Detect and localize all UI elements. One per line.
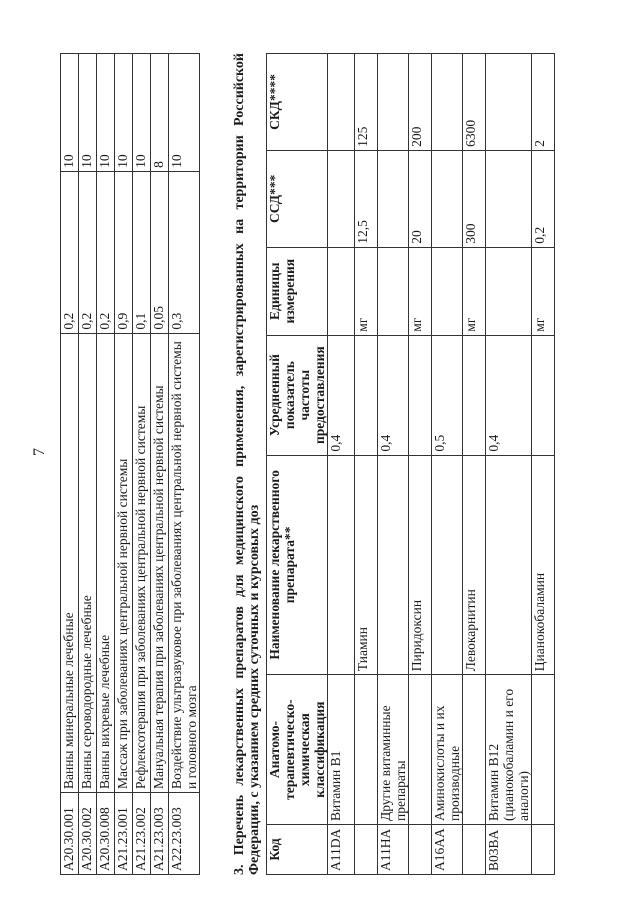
service-frequency: 0,2 xyxy=(61,171,79,333)
drug-unit: мг xyxy=(532,247,555,335)
service-code: A21.23.001 xyxy=(115,793,133,875)
service-code: A20.30.008 xyxy=(97,793,115,875)
drug-group-row xyxy=(486,54,532,875)
service-row xyxy=(79,54,97,875)
service-code: A20.30.002 xyxy=(79,793,97,875)
drug-group-row xyxy=(328,54,355,875)
drug-row xyxy=(532,54,555,875)
drug-frequency: 0,4 xyxy=(486,335,532,455)
service-frequency: 0,05 xyxy=(151,171,169,333)
drug-ssd: 20 xyxy=(409,150,432,247)
drug-frequency xyxy=(409,335,432,455)
drug-skd xyxy=(378,54,409,151)
drug-frequency: 0,4 xyxy=(328,335,355,455)
drug-unit xyxy=(328,247,355,335)
drug-unit: мг xyxy=(355,247,378,335)
service-count: 10 xyxy=(133,54,151,172)
drug-ssd xyxy=(432,150,463,247)
drug-name: Тиамин xyxy=(355,455,378,675)
drug-row xyxy=(355,54,378,875)
service-count: 10 xyxy=(79,54,97,172)
service-row xyxy=(61,54,79,875)
rotated-page-content xyxy=(60,45,580,875)
drugs-table xyxy=(266,53,555,875)
drug-name xyxy=(328,455,355,675)
services-table-body xyxy=(61,54,200,875)
drug-frequency xyxy=(355,335,378,455)
drug-atc-class: Витамин В12 (цианокобаламин и его аналоги) xyxy=(486,675,532,825)
drug-atc-class: Аминокислоты и их производные xyxy=(432,675,463,825)
service-name: Ванны вихревые лечебные xyxy=(97,333,115,792)
drug-unit xyxy=(378,247,409,335)
service-row xyxy=(133,54,151,875)
drug-unit: мг xyxy=(463,247,486,335)
service-frequency: 0,9 xyxy=(115,171,133,333)
drug-skd xyxy=(432,54,463,151)
section-heading: 3. Перечень лекарственных препаратов для медицинского применения, зарегистрированных на территории Российской Федерации, с указанием средних суточных и курсовых доз xyxy=(232,53,262,875)
drug-frequency: 0,5 xyxy=(432,335,463,455)
service-name: Ванны сероводородные лечебные xyxy=(79,333,97,792)
header-skd: СКД**** xyxy=(267,54,328,151)
service-count: 10 xyxy=(169,54,200,172)
service-name: Воздействие ультразвуковое при заболеваниях центральной нервной системы и головного мозга xyxy=(169,333,200,792)
service-count: 10 xyxy=(61,54,79,172)
drug-ssd: 300 xyxy=(463,150,486,247)
header-drug-name: Наименование лекарственного препарата** xyxy=(267,455,328,675)
drug-skd: 200 xyxy=(409,54,432,151)
drug-ssd: 12,5 xyxy=(355,150,378,247)
service-code: A21.23.003 xyxy=(151,793,169,875)
drug-atc-class xyxy=(409,675,432,825)
service-name: Ванны минеральные лечебные xyxy=(61,333,79,792)
drug-skd: 2 xyxy=(532,54,555,151)
service-frequency: 0,1 xyxy=(133,171,151,333)
drug-name xyxy=(378,455,409,675)
header-unit: Единицы измерения xyxy=(267,247,328,335)
service-name: Рефлексотерапия при заболеваниях центральной нервной системы xyxy=(133,333,151,792)
drug-skd: 125 xyxy=(355,54,378,151)
drug-code: A16AA xyxy=(432,825,463,875)
drug-name xyxy=(486,455,532,675)
header-atc: Анатомо-терапевтическо-химическая классификация xyxy=(267,675,328,825)
header-code: Код xyxy=(267,825,328,875)
service-code: A22.23.003 xyxy=(169,793,200,875)
drug-name: Пиридоксин xyxy=(409,455,432,675)
drug-name xyxy=(432,455,463,675)
page-number: 7 xyxy=(31,448,48,456)
service-name: Массаж при заболеваниях центральной нервной системы xyxy=(115,333,133,792)
drug-frequency: 0,4 xyxy=(378,335,409,455)
drug-skd xyxy=(486,54,532,151)
drug-code xyxy=(463,825,486,875)
drug-group-row xyxy=(378,54,409,875)
service-code: A20.30.001 xyxy=(61,793,79,875)
drug-group-row xyxy=(432,54,463,875)
drug-row xyxy=(409,54,432,875)
drug-frequency xyxy=(463,335,486,455)
drug-code: A11HA xyxy=(378,825,409,875)
service-row xyxy=(151,54,169,875)
drug-skd xyxy=(328,54,355,151)
drug-ssd: 0,2 xyxy=(532,150,555,247)
services-table xyxy=(60,53,200,875)
drug-code xyxy=(355,825,378,875)
drug-atc-class xyxy=(355,675,378,825)
service-row xyxy=(97,54,115,875)
service-row xyxy=(169,54,200,875)
drug-code xyxy=(532,825,555,875)
drug-ssd xyxy=(378,150,409,247)
service-count: 10 xyxy=(115,54,133,172)
service-count: 10 xyxy=(97,54,115,172)
service-count: 8 xyxy=(151,54,169,172)
drug-row xyxy=(463,54,486,875)
drug-atc-class: Витамин В1 xyxy=(328,675,355,825)
drug-atc-class: Другие витаминные препараты xyxy=(378,675,409,825)
service-frequency: 0,3 xyxy=(169,171,200,333)
drugs-table-body xyxy=(328,54,555,875)
drug-skd: 6300 xyxy=(463,54,486,151)
service-code: A21.23.002 xyxy=(133,793,151,875)
service-row xyxy=(115,54,133,875)
drug-atc-class xyxy=(532,675,555,825)
drug-code xyxy=(409,825,432,875)
service-name: Мануальная терапия при заболеваниях центральной нервной системы xyxy=(151,333,169,792)
drug-code: A11DA xyxy=(328,825,355,875)
service-frequency: 0,2 xyxy=(79,171,97,333)
drug-ssd xyxy=(328,150,355,247)
drugs-header-row xyxy=(267,54,328,875)
drug-atc-class xyxy=(463,675,486,825)
drug-unit: мг xyxy=(409,247,432,335)
header-frequency: Усредненный показатель частоты предоставления xyxy=(267,335,328,455)
drug-name: Цианокобаламин xyxy=(532,455,555,675)
drug-ssd xyxy=(486,150,532,247)
drug-code: B03BA xyxy=(486,825,532,875)
drug-frequency xyxy=(532,335,555,455)
header-ssd: ССД*** xyxy=(267,150,328,247)
drug-name: Левокарнитин xyxy=(463,455,486,675)
drug-unit xyxy=(432,247,463,335)
service-frequency: 0,2 xyxy=(97,171,115,333)
drug-unit xyxy=(486,247,532,335)
